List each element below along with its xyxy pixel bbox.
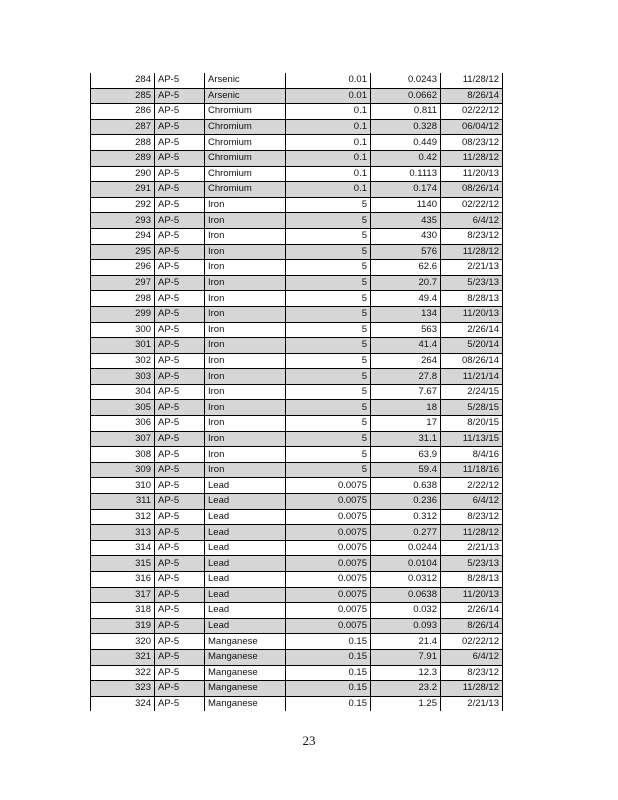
result-cell: 134 xyxy=(371,306,441,322)
table-row xyxy=(91,275,503,291)
table-row xyxy=(91,634,503,650)
analyte-cell: Lead xyxy=(205,478,286,494)
table-row xyxy=(91,649,503,665)
limit-cell: 0.0075 xyxy=(286,540,371,556)
location-cell: AP-5 xyxy=(155,556,205,572)
table-row xyxy=(91,478,503,494)
analyte-cell: Iron xyxy=(205,197,286,213)
limit-cell: 0.0075 xyxy=(286,587,371,603)
result-cell: 576 xyxy=(371,244,441,260)
location-cell: AP-5 xyxy=(155,73,205,88)
limit-cell: 5 xyxy=(286,291,371,307)
location-cell: AP-5 xyxy=(155,322,205,338)
table-row xyxy=(91,369,503,385)
table-body xyxy=(91,73,503,711)
sample-id-cell: 319 xyxy=(91,618,155,634)
location-cell: AP-5 xyxy=(155,338,205,354)
result-cell: 563 xyxy=(371,322,441,338)
date-cell: 02/22/12 xyxy=(441,197,503,213)
limit-cell: 0.01 xyxy=(286,73,371,88)
limit-cell: 5 xyxy=(286,431,371,447)
date-cell: 8/26/14 xyxy=(441,618,503,634)
result-cell: 20.7 xyxy=(371,275,441,291)
table-row xyxy=(91,88,503,104)
date-cell: 6/4/12 xyxy=(441,213,503,229)
location-cell: AP-5 xyxy=(155,494,205,510)
sample-id-cell: 323 xyxy=(91,681,155,697)
result-cell: 0.0243 xyxy=(371,73,441,88)
result-cell: 31.1 xyxy=(371,431,441,447)
date-cell: 8/4/16 xyxy=(441,447,503,463)
limit-cell: 0.0075 xyxy=(286,478,371,494)
date-cell: 08/23/12 xyxy=(441,135,503,151)
analyte-cell: Iron xyxy=(205,260,286,276)
result-cell: 0.0662 xyxy=(371,88,441,104)
analyte-cell: Iron xyxy=(205,338,286,354)
location-cell: AP-5 xyxy=(155,400,205,416)
table-row xyxy=(91,603,503,619)
sample-id-cell: 310 xyxy=(91,478,155,494)
sample-id-cell: 288 xyxy=(91,135,155,151)
limit-cell: 0.15 xyxy=(286,634,371,650)
limit-cell: 5 xyxy=(286,400,371,416)
table-row xyxy=(91,384,503,400)
limit-cell: 5 xyxy=(286,213,371,229)
result-cell: 0.236 xyxy=(371,494,441,510)
analyte-cell: Lead xyxy=(205,603,286,619)
analyte-cell: Chromium xyxy=(205,182,286,198)
analyte-cell: Iron xyxy=(205,228,286,244)
date-cell: 8/23/12 xyxy=(441,665,503,681)
analyte-cell: Chromium xyxy=(205,104,286,120)
date-cell: 11/28/12 xyxy=(441,150,503,166)
sample-id-cell: 296 xyxy=(91,260,155,276)
result-cell: 0.0244 xyxy=(371,540,441,556)
limit-cell: 5 xyxy=(286,197,371,213)
result-cell: 17 xyxy=(371,416,441,432)
date-cell: 11/13/15 xyxy=(441,431,503,447)
sample-id-cell: 317 xyxy=(91,587,155,603)
analyte-cell: Iron xyxy=(205,400,286,416)
date-cell: 8/23/12 xyxy=(441,228,503,244)
location-cell: AP-5 xyxy=(155,119,205,135)
result-cell: 0.1113 xyxy=(371,166,441,182)
result-cell: 59.4 xyxy=(371,462,441,478)
table-row xyxy=(91,244,503,260)
location-cell: AP-5 xyxy=(155,244,205,260)
location-cell: AP-5 xyxy=(155,291,205,307)
analyte-cell: Arsenic xyxy=(205,73,286,88)
table-row xyxy=(91,447,503,463)
date-cell: 11/28/12 xyxy=(441,244,503,260)
limit-cell: 5 xyxy=(286,338,371,354)
analyte-cell: Iron xyxy=(205,306,286,322)
table-row xyxy=(91,291,503,307)
location-cell: AP-5 xyxy=(155,447,205,463)
table-row xyxy=(91,338,503,354)
table-row xyxy=(91,135,503,151)
sample-id-cell: 304 xyxy=(91,384,155,400)
limit-cell: 5 xyxy=(286,306,371,322)
date-cell: 2/21/13 xyxy=(441,696,503,711)
table-row xyxy=(91,462,503,478)
result-cell: 7.91 xyxy=(371,649,441,665)
sample-id-cell: 298 xyxy=(91,291,155,307)
sample-id-cell: 302 xyxy=(91,353,155,369)
date-cell: 11/21/14 xyxy=(441,369,503,385)
date-cell: 11/20/13 xyxy=(441,166,503,182)
data-table xyxy=(90,73,503,711)
analyte-cell: Lead xyxy=(205,540,286,556)
limit-cell: 5 xyxy=(286,353,371,369)
location-cell: AP-5 xyxy=(155,369,205,385)
result-cell: 1140 xyxy=(371,197,441,213)
location-cell: AP-5 xyxy=(155,681,205,697)
analyte-cell: Iron xyxy=(205,447,286,463)
date-cell: 5/28/15 xyxy=(441,400,503,416)
location-cell: AP-5 xyxy=(155,150,205,166)
location-cell: AP-5 xyxy=(155,572,205,588)
location-cell: AP-5 xyxy=(155,649,205,665)
sample-id-cell: 295 xyxy=(91,244,155,260)
limit-cell: 0.0075 xyxy=(286,572,371,588)
result-cell: 0.449 xyxy=(371,135,441,151)
limit-cell: 5 xyxy=(286,228,371,244)
sample-id-cell: 284 xyxy=(91,73,155,88)
limit-cell: 0.1 xyxy=(286,150,371,166)
sample-id-cell: 313 xyxy=(91,525,155,541)
location-cell: AP-5 xyxy=(155,88,205,104)
analyte-cell: Iron xyxy=(205,462,286,478)
location-cell: AP-5 xyxy=(155,525,205,541)
date-cell: 08/26/14 xyxy=(441,353,503,369)
sample-id-cell: 312 xyxy=(91,509,155,525)
result-cell: 0.42 xyxy=(371,150,441,166)
result-cell: 12.3 xyxy=(371,665,441,681)
limit-cell: 0.15 xyxy=(286,681,371,697)
analyte-cell: Iron xyxy=(205,431,286,447)
analyte-cell: Iron xyxy=(205,322,286,338)
analyte-cell: Chromium xyxy=(205,150,286,166)
analyte-cell: Lead xyxy=(205,494,286,510)
result-cell: 0.0312 xyxy=(371,572,441,588)
result-cell: 1.25 xyxy=(371,696,441,711)
date-cell: 11/28/12 xyxy=(441,73,503,88)
table-row xyxy=(91,306,503,322)
analyte-cell: Manganese xyxy=(205,634,286,650)
date-cell: 6/4/12 xyxy=(441,649,503,665)
table-row xyxy=(91,509,503,525)
table-row xyxy=(91,618,503,634)
sample-id-cell: 294 xyxy=(91,228,155,244)
table-row xyxy=(91,400,503,416)
location-cell: AP-5 xyxy=(155,135,205,151)
analyte-cell: Iron xyxy=(205,213,286,229)
location-cell: AP-5 xyxy=(155,634,205,650)
limit-cell: 5 xyxy=(286,384,371,400)
date-cell: 2/22/12 xyxy=(441,478,503,494)
location-cell: AP-5 xyxy=(155,509,205,525)
location-cell: AP-5 xyxy=(155,104,205,120)
date-cell: 8/28/13 xyxy=(441,291,503,307)
sample-id-cell: 286 xyxy=(91,104,155,120)
result-cell: 0.032 xyxy=(371,603,441,619)
result-cell: 0.277 xyxy=(371,525,441,541)
location-cell: AP-5 xyxy=(155,416,205,432)
limit-cell: 0.0075 xyxy=(286,509,371,525)
result-cell: 0.638 xyxy=(371,478,441,494)
analyte-cell: Chromium xyxy=(205,135,286,151)
location-cell: AP-5 xyxy=(155,618,205,634)
limit-cell: 0.1 xyxy=(286,182,371,198)
date-cell: 8/23/12 xyxy=(441,509,503,525)
table-row xyxy=(91,228,503,244)
limit-cell: 0.1 xyxy=(286,104,371,120)
table-row xyxy=(91,431,503,447)
sample-id-cell: 314 xyxy=(91,540,155,556)
limit-cell: 0.0075 xyxy=(286,494,371,510)
sample-id-cell: 287 xyxy=(91,119,155,135)
location-cell: AP-5 xyxy=(155,462,205,478)
date-cell: 8/26/14 xyxy=(441,88,503,104)
table-row xyxy=(91,150,503,166)
sample-id-cell: 299 xyxy=(91,306,155,322)
sample-id-cell: 285 xyxy=(91,88,155,104)
location-cell: AP-5 xyxy=(155,431,205,447)
date-cell: 8/28/13 xyxy=(441,572,503,588)
table-row xyxy=(91,104,503,120)
result-cell: 435 xyxy=(371,213,441,229)
analyte-cell: Iron xyxy=(205,244,286,260)
result-cell: 41.4 xyxy=(371,338,441,354)
table-row xyxy=(91,182,503,198)
location-cell: AP-5 xyxy=(155,228,205,244)
location-cell: AP-5 xyxy=(155,213,205,229)
table-row xyxy=(91,322,503,338)
location-cell: AP-5 xyxy=(155,603,205,619)
location-cell: AP-5 xyxy=(155,478,205,494)
sample-id-cell: 289 xyxy=(91,150,155,166)
analyte-cell: Manganese xyxy=(205,665,286,681)
analyte-cell: Lead xyxy=(205,572,286,588)
date-cell: 8/20/15 xyxy=(441,416,503,432)
limit-cell: 0.15 xyxy=(286,696,371,711)
sample-id-cell: 305 xyxy=(91,400,155,416)
limit-cell: 5 xyxy=(286,275,371,291)
analyte-cell: Lead xyxy=(205,509,286,525)
sample-id-cell: 293 xyxy=(91,213,155,229)
date-cell: 11/20/13 xyxy=(441,587,503,603)
sample-id-cell: 301 xyxy=(91,338,155,354)
date-cell: 2/24/15 xyxy=(441,384,503,400)
sample-id-cell: 316 xyxy=(91,572,155,588)
result-cell: 0.093 xyxy=(371,618,441,634)
date-cell: 02/22/12 xyxy=(441,634,503,650)
date-cell: 11/28/12 xyxy=(441,681,503,697)
limit-cell: 5 xyxy=(286,322,371,338)
date-cell: 5/23/13 xyxy=(441,556,503,572)
result-cell: 0.811 xyxy=(371,104,441,120)
analyte-cell: Iron xyxy=(205,369,286,385)
sample-id-cell: 303 xyxy=(91,369,155,385)
location-cell: AP-5 xyxy=(155,275,205,291)
analyte-cell: Manganese xyxy=(205,649,286,665)
table-row xyxy=(91,696,503,711)
limit-cell: 0.0075 xyxy=(286,525,371,541)
date-cell: 08/26/14 xyxy=(441,182,503,198)
date-cell: 5/23/13 xyxy=(441,275,503,291)
table-row xyxy=(91,197,503,213)
result-cell: 7.67 xyxy=(371,384,441,400)
location-cell: AP-5 xyxy=(155,696,205,711)
limit-cell: 5 xyxy=(286,369,371,385)
result-cell: 21.4 xyxy=(371,634,441,650)
analyte-cell: Lead xyxy=(205,556,286,572)
date-cell: 2/26/14 xyxy=(441,322,503,338)
sample-id-cell: 309 xyxy=(91,462,155,478)
result-cell: 0.0638 xyxy=(371,587,441,603)
location-cell: AP-5 xyxy=(155,260,205,276)
table-row xyxy=(91,73,503,88)
table-row xyxy=(91,416,503,432)
result-cell: 62.6 xyxy=(371,260,441,276)
sample-id-cell: 318 xyxy=(91,603,155,619)
date-cell: 06/04/12 xyxy=(441,119,503,135)
limit-cell: 0.15 xyxy=(286,649,371,665)
result-cell: 0.174 xyxy=(371,182,441,198)
analyte-cell: Lead xyxy=(205,587,286,603)
sample-id-cell: 300 xyxy=(91,322,155,338)
sample-id-cell: 306 xyxy=(91,416,155,432)
result-cell: 0.0104 xyxy=(371,556,441,572)
sample-id-cell: 321 xyxy=(91,649,155,665)
sample-id-cell: 322 xyxy=(91,665,155,681)
table-row xyxy=(91,665,503,681)
sample-id-cell: 291 xyxy=(91,182,155,198)
sample-id-cell: 315 xyxy=(91,556,155,572)
limit-cell: 0.01 xyxy=(286,88,371,104)
table-row xyxy=(91,260,503,276)
table-row xyxy=(91,556,503,572)
limit-cell: 0.0075 xyxy=(286,556,371,572)
date-cell: 2/21/13 xyxy=(441,260,503,276)
date-cell: 02/22/12 xyxy=(441,104,503,120)
result-cell: 0.312 xyxy=(371,509,441,525)
sample-id-cell: 307 xyxy=(91,431,155,447)
date-cell: 11/20/13 xyxy=(441,306,503,322)
limit-cell: 5 xyxy=(286,244,371,260)
date-cell: 11/28/12 xyxy=(441,525,503,541)
analyte-cell: Iron xyxy=(205,291,286,307)
sample-id-cell: 324 xyxy=(91,696,155,711)
sample-id-cell: 308 xyxy=(91,447,155,463)
table-row xyxy=(91,213,503,229)
location-cell: AP-5 xyxy=(155,540,205,556)
result-cell: 63.9 xyxy=(371,447,441,463)
result-cell: 430 xyxy=(371,228,441,244)
limit-cell: 0.0075 xyxy=(286,603,371,619)
table-row xyxy=(91,494,503,510)
location-cell: AP-5 xyxy=(155,384,205,400)
date-cell: 6/4/12 xyxy=(441,494,503,510)
location-cell: AP-5 xyxy=(155,665,205,681)
location-cell: AP-5 xyxy=(155,353,205,369)
table-row xyxy=(91,587,503,603)
sample-id-cell: 292 xyxy=(91,197,155,213)
table-row xyxy=(91,525,503,541)
analyte-cell: Iron xyxy=(205,353,286,369)
sample-id-cell: 297 xyxy=(91,275,155,291)
analyte-cell: Lead xyxy=(205,618,286,634)
analyte-cell: Iron xyxy=(205,416,286,432)
sample-id-cell: 290 xyxy=(91,166,155,182)
date-cell: 2/21/13 xyxy=(441,540,503,556)
limit-cell: 5 xyxy=(286,260,371,276)
limit-cell: 0.1 xyxy=(286,135,371,151)
table-row xyxy=(91,681,503,697)
result-cell: 18 xyxy=(371,400,441,416)
page-number: 23 xyxy=(302,733,316,748)
location-cell: AP-5 xyxy=(155,166,205,182)
location-cell: AP-5 xyxy=(155,587,205,603)
analyte-cell: Chromium xyxy=(205,166,286,182)
limit-cell: 5 xyxy=(286,462,371,478)
table-row xyxy=(91,119,503,135)
limit-cell: 0.1 xyxy=(286,166,371,182)
table-row xyxy=(91,166,503,182)
result-cell: 23.2 xyxy=(371,681,441,697)
analyte-cell: Manganese xyxy=(205,696,286,711)
location-cell: AP-5 xyxy=(155,182,205,198)
result-cell: 264 xyxy=(371,353,441,369)
result-cell: 49.4 xyxy=(371,291,441,307)
result-cell: 27.8 xyxy=(371,369,441,385)
limit-cell: 0.0075 xyxy=(286,618,371,634)
analyte-cell: Manganese xyxy=(205,681,286,697)
location-cell: AP-5 xyxy=(155,306,205,322)
date-cell: 11/18/16 xyxy=(441,462,503,478)
limit-cell: 5 xyxy=(286,416,371,432)
sample-id-cell: 311 xyxy=(91,494,155,510)
analyte-cell: Iron xyxy=(205,275,286,291)
sample-id-cell: 320 xyxy=(91,634,155,650)
limit-cell: 0.15 xyxy=(286,665,371,681)
table-row xyxy=(91,353,503,369)
analyte-cell: Iron xyxy=(205,384,286,400)
table-row xyxy=(91,572,503,588)
limit-cell: 0.1 xyxy=(286,119,371,135)
analyte-cell: Arsenic xyxy=(205,88,286,104)
date-cell: 5/20/14 xyxy=(441,338,503,354)
location-cell: AP-5 xyxy=(155,197,205,213)
analyte-cell: Chromium xyxy=(205,119,286,135)
analyte-cell: Lead xyxy=(205,525,286,541)
limit-cell: 5 xyxy=(286,447,371,463)
result-cell: 0.328 xyxy=(371,119,441,135)
date-cell: 2/26/14 xyxy=(441,603,503,619)
table-row xyxy=(91,540,503,556)
